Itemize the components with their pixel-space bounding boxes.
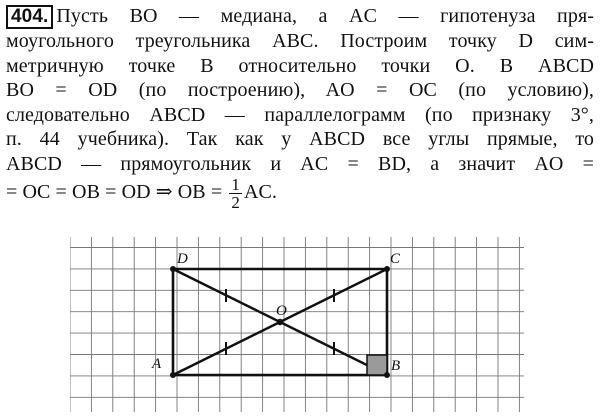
- problem-line-1-text: Пусть BO — медиана, а AC — гипотенуза пря-: [56, 5, 594, 27]
- point-a: [170, 372, 176, 378]
- label-d: D: [177, 251, 188, 267]
- problem-number: 404.: [6, 5, 53, 29]
- problem-line-4: BO = OD (по построению), AO = OC (по условию),: [6, 79, 594, 101]
- grid-paper: [70, 237, 524, 412]
- problem-line-6: п. 44 учебника). Так как у ABCD все углы прямые, то: [6, 128, 594, 150]
- problem-line-7: ABCD — прямоугольник и AC = BD, а значит AO =: [6, 152, 594, 175]
- label-a: A: [152, 356, 162, 372]
- problem-line-8-prefix: = OC = OB = OD ⇒ OB =: [6, 181, 223, 204]
- problem-line-8-suffix: AC.: [243, 181, 278, 204]
- label-b: B: [391, 358, 401, 374]
- problem-line-5: следовательно ABCD — параллелограмм (по признаку 3°,: [6, 103, 594, 126]
- fraction-one-half: [229, 176, 242, 211]
- label-o: O: [276, 303, 287, 319]
- label-c: C: [390, 251, 401, 267]
- problem-line-1: [6, 4, 594, 29]
- right-angle-mark: [367, 355, 387, 375]
- problem-line-8: [6, 176, 594, 211]
- problem-line-2: моугольного треугольника ABC. Построим точку D сим-: [6, 30, 594, 52]
- geometry-figure: [70, 237, 524, 412]
- fraction-numerator: 1: [231, 175, 240, 194]
- point-o: [277, 319, 283, 325]
- fraction-denominator: 2: [231, 193, 240, 212]
- point-b: [384, 372, 390, 378]
- problem-text: [6, 4, 594, 211]
- point-d: [170, 266, 176, 272]
- problem-line-3: метричную точке B относительно точки O. В ABCD: [6, 54, 594, 77]
